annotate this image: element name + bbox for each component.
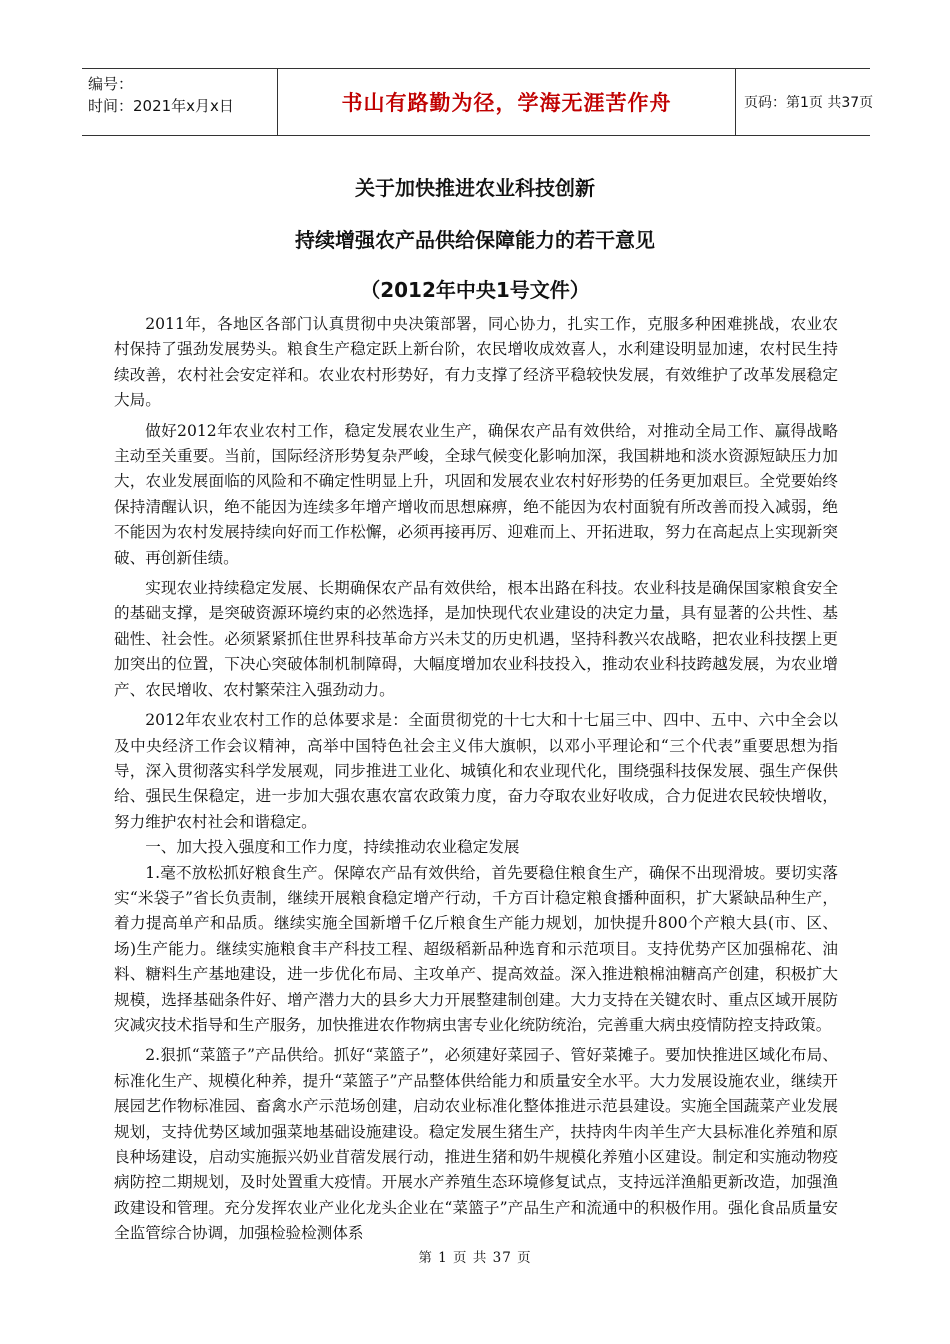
header-page-cell (736, 69, 874, 135)
paragraph: 2011年，各地区各部门认真贯彻中央决策部署，同心协力，扎实工作，克服多种困难挑战，农业农村保持了强劲发展势头。粮食生产稳定跃上新台阶，农民增收成效喜人，水利建设明显加速，农村民生持续改善，农村社会安定祥和。农业农村形势好，有力支撑了经济平稳较快发展，有效维护了改革发展稳定大局。 (114, 315, 838, 410)
header-motto-cell (278, 69, 736, 135)
header-meta-cell (82, 69, 278, 135)
title-line-2: 持续增强农产品供给保障能力的若干意见 (295, 228, 655, 252)
document-body (114, 312, 838, 1247)
document-date: 时间：2021年x月x日 (88, 97, 234, 115)
header-table (82, 68, 874, 136)
paragraph: 实现农业持续稳定发展、长期确保农产品有效供给，根本出路在科技。农业科技是确保国家粮食安全的基础支撑，是突破资源环境约束的必然选择，是加快现代农业建设的决定力量，具有显著的公共性、基础性、社会性。必须紧紧抓住世界科技革命方兴未艾的历史机遇，坚持科教兴农战略，把农业科技摆上更加突出的位置，下决心突破体制机制障碍，大幅度增加农业科技投入，推动农业科技跨越发展，为农业增产、农民增收、农村繁荣注入强劲动力。 (114, 579, 838, 699)
header-page-info: 页码：第1页 共37页 (744, 95, 874, 111)
document-number-label: 编号： (88, 75, 134, 93)
header-motto: 书山有路勤为径，学海无涯苦作舟 (341, 91, 672, 115)
paragraph: 2.狠抓“菜篮子”产品供给。抓好“菜篮子”，必须建好菜园子、管好菜摊子。要加快推进区域化布局、标准化生产、规模化种养，提升“菜篮子”产品整体供给能力和质量安全水平。大力发展设施农业，继续开展园艺作物标准园、畜禽水产示范场创建，启动农业标准化整体推进示范县建设。实施全国蔬菜产业发展规划，支持优势区域加强菜地基础设施建设。稳定发展生猪生产，扶持肉牛肉羊生产大县标准化养殖和原良种场建设，启动实施振兴奶业苜蓿发展行动，推进生猪和奶牛规模化养殖小区建设。制定和实施动物疫病防控二期规划，及时处置重大疫情。开展水产养殖生态环境修复试点，支持远洋渔船更新改造，加强渔政建设和管理。充分发挥农业产业化龙头企业在“菜篮子”产品生产和流通中的积极作用。强化食品质量安全监管综合协调，加强检验检测体系 (114, 1046, 838, 1243)
paragraph: 1.毫不放松抓好粮食生产。保障农产品有效供给，首先要稳住粮食生产，确保不出现滑坡。要切实落实“米袋子”省长负责制，继续开展粮食稳定增产行动，千方百计稳定粮食播种面积，扩大紧缺品种生产，着力提高单产和品质。继续实施全国新增千亿斤粮食生产能力规划，加快提升800个产粮大县(市、区、场)生产能力。继续实施粮食丰产科技工程、超级稻新品种选育和示范项目。支持优势产区加强棉花、油料、糖料生产基地建设，进一步优化布局、主攻单产、提高效益。深入推进粮棉油糖高产创建，积极扩大规模，选择基础条件好、增产潜力大的县乡大力开展整建制创建。大力支持在关键农时、重点区域开展防灾减灾技术指导和生产服务，加快推进农作物病虫害专业化统防统治，完善重大病虫疫情防控支持政策。 (114, 863, 838, 1034)
title-line-1: 关于加快推进农业科技创新 (355, 176, 595, 200)
paragraph: 做好2012年农业农村工作，稳定发展农业生产，确保农产品有效供给，对推动全局工作、赢得战略主动至关重要。当前，国际经济形势复杂严峻，全球气候变化影响加深，我国耕地和淡水资源短缺压力加大，农业发展面临的风险和不确定性明显上升，巩固和发展农业农村好形势的任务更加艰巨。全党要始终保持清醒认识，绝不能因为连续多年增产增收而思想麻痹，绝不能因为农村面貌有所改善而投入减弱，绝不能因为农村发展持续向好而工作松懈，必须再接再厉、迎难而上、开拓进取，努力在高起点上实现新突破、再创新佳绩。 (114, 421, 838, 567)
paragraph: 2012年农业农村工作的总体要求是：全面贯彻党的十七大和十七届三中、四中、五中、六中全会以及中央经济工作会议精神，高举中国特色社会主义伟大旗帜，以邓小平理论和“三个代表”重要思想为指导，深入贯彻落实科学发展观，同步推进工业化、城镇化和农业现代化，围绕强科技保发展、强生产保供给、强民生保稳定，进一步加大强农惠农富农政策力度，奋力夺取农业好收成，合力促进农民较快增收，努力维护农村社会和谐稳定。 (114, 711, 838, 831)
title-line-3: （2012年中央1号文件） (360, 278, 590, 302)
section-heading: 一、加大投入强度和工作力度，持续推动农业稳定发展 (145, 838, 520, 857)
page-footer: 第 1 页 共 37 页 (418, 1250, 532, 1266)
